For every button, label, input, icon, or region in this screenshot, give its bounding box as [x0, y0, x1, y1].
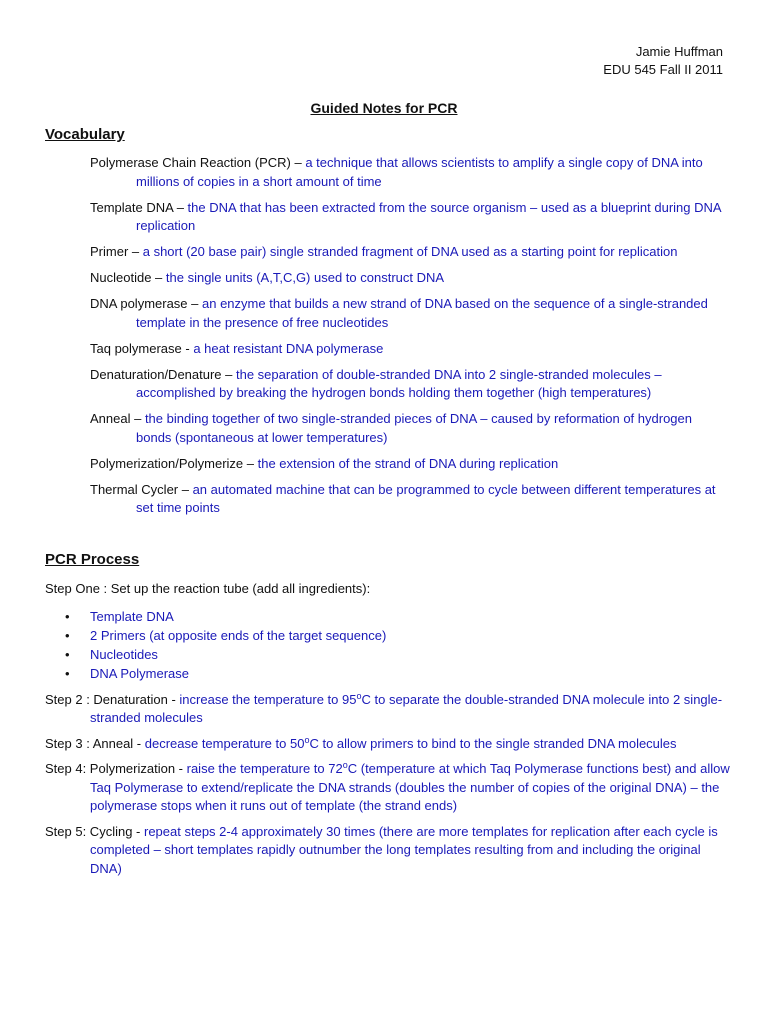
vocab-item [90, 243, 730, 262]
ingredient-list [45, 607, 735, 683]
step-4 [45, 760, 735, 816]
vocab-item [90, 455, 730, 474]
ingredient-text: Nucleotides [90, 646, 158, 662]
vocab-term: DNA polymerase – [90, 296, 202, 311]
ingredient-text: Template DNA [90, 608, 174, 624]
ingredient-item [45, 607, 735, 626]
vocab-term: Anneal – [90, 411, 145, 426]
vocab-term: Template DNA – [90, 199, 188, 215]
course-label: EDU 545 Fall II 2011 [603, 62, 723, 77]
step-one-text: Step One : Set up the reaction tube (add all ingredients): [45, 581, 371, 596]
vocab-term: Denaturation/Denature – [90, 366, 236, 382]
vocabulary-list [90, 154, 730, 525]
step-2-label: Step 2 : Denaturation - [45, 691, 180, 707]
vocab-definition: the binding together of two single-stranded pieces of DNA – caused by reformation of hydrogen bonds (spontaneous at lower temperatures) [136, 411, 692, 445]
step-3-label: Step 3 : Anneal - [45, 735, 145, 751]
step-3-text: decrease temperature to 50$^o$C to allow primers to bind to the single stranded DNA molecules [144, 734, 677, 751]
vocab-term: Polymerization/Polymerize – [90, 455, 258, 471]
vocab-definition: the DNA that has been extracted from the source organism – used as a blueprint during DNA replication [136, 199, 721, 233]
vocab-term: Primer – [90, 244, 143, 259]
pcr-process-heading: PCR Process [45, 551, 140, 568]
vocab-definition: the extension of the strand of DNA during replication [257, 455, 559, 471]
vocabulary-heading: Vocabulary [45, 126, 125, 143]
ingredient-item [45, 626, 735, 645]
ingredient-item [45, 645, 735, 664]
vocab-definition: a short (20 base pair) single stranded fragment of DNA used as a starting point for replication [142, 244, 678, 259]
author-name: Jamie Huffman [635, 44, 723, 59]
step-4-text: raise the temperature to 72$^o$C (temperature at which Taq Polymerase functions best) and allow Taq Polymerase to extend/replicate the DNA strands (doubles the number of copies of the original DNA) – the polymerase stops when it runs out of template (the strand ends) [90, 760, 730, 813]
vocab-item [90, 199, 730, 236]
vocab-item [90, 481, 730, 518]
page-title: Guided Notes for PCR [310, 100, 458, 116]
vocab-item [90, 366, 730, 403]
vocab-item [90, 410, 730, 447]
document-header [603, 43, 723, 79]
vocab-item [90, 295, 730, 332]
bullet-icon: • [65, 665, 70, 681]
step-2-text: increase the temperature to 95$^o$C to separate the double-stranded DNA molecule into 2 single-stranded molecules [90, 690, 723, 725]
vocab-definition: an enzyme that builds a new strand of DNA based on the sequence of a single-stranded template in the presence of free nucleotides [136, 296, 708, 330]
ingredient-text: 2 Primers (at opposite ends of the target sequence) [90, 627, 387, 643]
step-5 [45, 823, 735, 879]
vocab-term: Nucleotide – [90, 270, 166, 285]
step-4-label: Step 4: Polymerization - [45, 761, 187, 776]
step-5-text: repeat steps 2-4 approximately 30 times (there are more templates for replication after each cycle is completed – short templates rapidly outnumber the long templates resulting from and including the original DNA) [90, 823, 718, 876]
vocab-term: Taq polymerase - [90, 340, 194, 356]
step-2 [45, 691, 735, 728]
vocab-definition: a heat resistant DNA polymerase [193, 340, 384, 356]
pcr-process-section [45, 580, 735, 885]
step-5-label: Step 5: Cycling - [45, 823, 144, 839]
vocab-item [90, 269, 730, 288]
vocab-definition: an automated machine that can be programmed to cycle between different temperatures at set time points [136, 481, 716, 515]
vocab-item [90, 340, 730, 359]
bullet-icon: • [65, 608, 70, 624]
bullet-icon: • [65, 646, 70, 662]
ingredient-item [45, 664, 735, 683]
ingredient-text: DNA Polymerase [90, 665, 189, 681]
vocab-term: Polymerase Chain Reaction (PCR) – [90, 155, 306, 170]
step-3 [45, 735, 735, 754]
vocab-term: Thermal Cycler – [90, 481, 193, 497]
bullet-icon: • [65, 627, 70, 643]
vocab-definition: the single units (A,T,C,G) used to construct DNA [165, 270, 445, 285]
vocab-item [90, 154, 730, 191]
vocab-definition: the separation of double-stranded DNA into 2 single-stranded molecules – accomplished by breaking the hydrogen bonds holding them together (high temperatures) [136, 366, 662, 400]
vocab-definition: a technique that allows scientists to amplify a single copy of DNA into millions of copies in a short amount of time [136, 155, 703, 189]
